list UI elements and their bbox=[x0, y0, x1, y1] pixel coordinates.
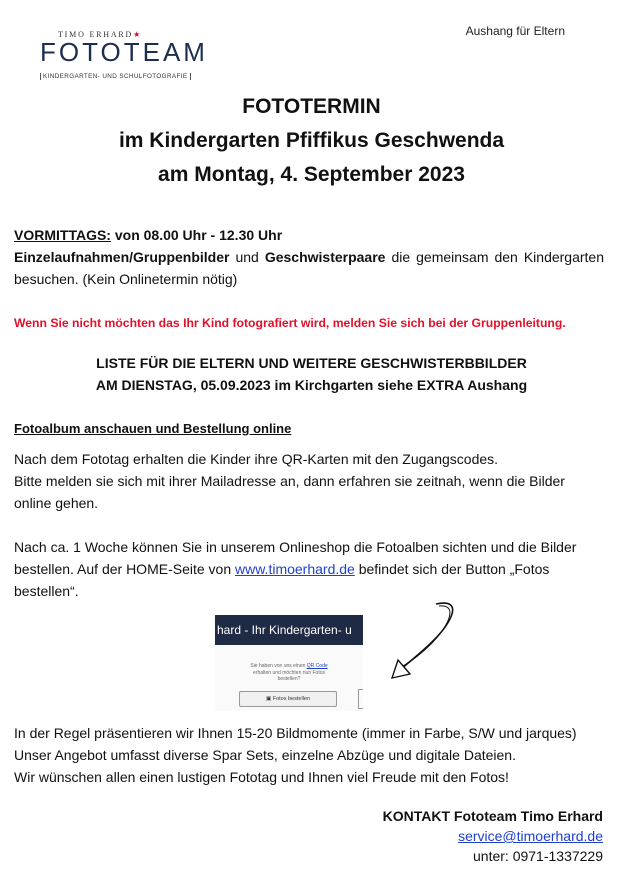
timoerhard-link[interactable]: www.timoerhard.de bbox=[235, 561, 355, 577]
album-p3-before: Nach ca. 1 Woche können Sie in unserem Onlineshop die Fotoalben sichten und die Bilder bestellen. Auf der HOME-Seite von bbox=[14, 539, 577, 577]
fototeam-logo bbox=[40, 30, 208, 83]
msg-after: erhalten und möchten nun Fotos bestellen? bbox=[253, 669, 325, 682]
parents-list-line-1: LISTE FÜR DIE ELTERN UND WEITERE GESCHWISTERBBILDER bbox=[96, 355, 527, 371]
album-paragraph-1 bbox=[14, 448, 604, 514]
closing-line-1: In der Regel präsentieren wir Ihnen 15-20 Bildmomente (immer in Farbe, S/W und jarques) bbox=[14, 725, 577, 741]
morning-part-1: Einzelaufnahmen/Gruppenbilder bbox=[14, 249, 230, 265]
notice-tag: Aushang für Eltern bbox=[465, 24, 565, 38]
morning-time: von 08.00 Uhr - 12.30 Uhr bbox=[110, 227, 283, 243]
morning-part-4: die gemeinsam den Kindergarten besuchen. (Kein Onlinetermin nötig) bbox=[14, 249, 604, 287]
contact-email-link[interactable]: service@timoerhard.de bbox=[458, 828, 603, 844]
title-line-1: FOTOTERMIN bbox=[242, 95, 381, 118]
morning-label: VORMITTAGS: bbox=[14, 227, 111, 243]
album-p1: Nach dem Fototag erhalten die Kinder ihre QR-Karten mit den Zugangscodes. bbox=[14, 451, 499, 467]
album-p2: Bitte melden sie sich mit ihrer Mailadresse an, dann erfahren sie zeitnah, wenn die Bilder online gehen. bbox=[14, 473, 565, 511]
contact-heading: KONTAKT Fototeam Timo Erhard bbox=[382, 808, 603, 824]
title-line-2: im Kindergarten Pfiffikus Geschwenda bbox=[118, 129, 505, 152]
thumbnail-frame-edge bbox=[358, 689, 363, 709]
title-line-3: am Montag, 4. September 2023 bbox=[158, 163, 465, 186]
closing-section bbox=[14, 722, 604, 788]
album-heading: Fotoalbum anschauen und Bestellung online bbox=[14, 421, 292, 436]
website-screenshot bbox=[215, 615, 363, 711]
contact-phone: unter: 0971-1337229 bbox=[473, 848, 603, 864]
website-message bbox=[243, 663, 335, 683]
msg-before: Sie haben von uns einen bbox=[250, 663, 307, 669]
website-banner: hard - Ihr Kindergarten- u bbox=[215, 615, 363, 645]
album-paragraph-2 bbox=[14, 536, 604, 602]
logo-brand: FOTOTEAM bbox=[40, 37, 208, 67]
morning-part-3: Geschwisterpaare bbox=[264, 249, 386, 265]
parents-list-notice bbox=[0, 352, 623, 396]
logo-star-icon: ★ bbox=[133, 30, 143, 39]
morning-description bbox=[14, 246, 604, 290]
logo-tagline: KINDERGARTEN- UND SCHULFOTOGRAFIE bbox=[40, 73, 191, 80]
parents-list-line-2: AM DIENSTAG, 05.09.2023 im Kirchgarten siehe EXTRA Aushang bbox=[95, 377, 528, 393]
closing-line-3: Wir wünschen allen einen lustigen Fototag und Ihnen viel Freude mit den Fotos! bbox=[14, 769, 509, 785]
warning-text: Wenn Sie nicht möchten das Ihr Kind fotografiert wird, melden Sie sich bei der Gruppenleitung. bbox=[14, 316, 566, 330]
morning-time-line bbox=[14, 224, 604, 246]
morning-part-2: und bbox=[229, 249, 265, 265]
contact-block bbox=[383, 806, 603, 866]
logo-name: TIMO ERHARD★ bbox=[58, 30, 143, 39]
photo-icon: ▣ bbox=[265, 696, 272, 702]
closing-line-2: Unser Angebot umfasst diverse Spar Sets, einzelne Abzüge und digitale Dateien. bbox=[14, 747, 516, 763]
button-label: Fotos bestellen bbox=[272, 696, 311, 702]
qr-code-link: QR Code bbox=[306, 663, 328, 669]
album-p3-after: befindet sich der Button „Fotos bestellen“. bbox=[14, 561, 550, 599]
morning-section bbox=[14, 224, 604, 290]
page-title bbox=[0, 90, 623, 192]
curved-arrow-icon bbox=[388, 600, 468, 680]
fotos-bestellen-button bbox=[239, 691, 337, 707]
